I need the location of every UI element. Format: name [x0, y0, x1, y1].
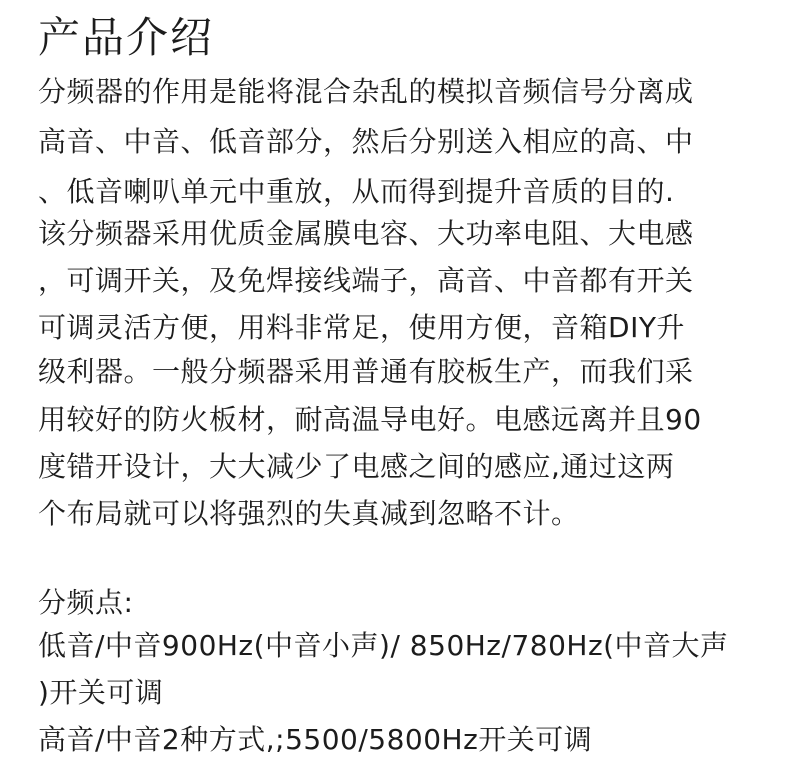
crossover-line: 高音/中音2种方式,;5500/5800Hz开关可调 [38, 723, 593, 756]
crossover-heading: 分频点: [38, 586, 134, 619]
crossover-line: )开关可调 [38, 676, 164, 709]
description-line: 个布局就可以将强烈的失真减到忽略不计。 [38, 497, 580, 530]
description-line: ，可调开关，及免焊接线端子，高音、中音都有开关 [38, 264, 694, 297]
description-line: 级利器。一般分频器采用普通有胶板生产，而我们采 [38, 355, 694, 388]
crossover-line: 低音/中音900Hz(中音小声)/ 850Hz/780Hz(中音大声 [38, 629, 729, 662]
page-title: 产品介绍 [38, 13, 215, 62]
description-line: 度错开设计，大大减少了电感之间的感应,通过这两 [38, 450, 675, 483]
description-line: 、低音喇叭单元中重放，从而得到提升音质的目的. [38, 175, 675, 208]
description-line: 高音、中音、低音部分，然后分别送入相应的高、中 [38, 125, 694, 158]
description-line: 用较好的防火板材，耐高温导电好。电感远离并且90 [38, 403, 702, 436]
description-line: 分频器的作用是能将混合杂乱的模拟音频信号分离成 [38, 75, 694, 108]
description-line: 可调灵活方便，用料非常足，使用方便，音箱DIY升 [38, 311, 685, 344]
description-line: 该分频器采用优质金属膜电容、大功率电阻、大电感 [38, 217, 694, 250]
